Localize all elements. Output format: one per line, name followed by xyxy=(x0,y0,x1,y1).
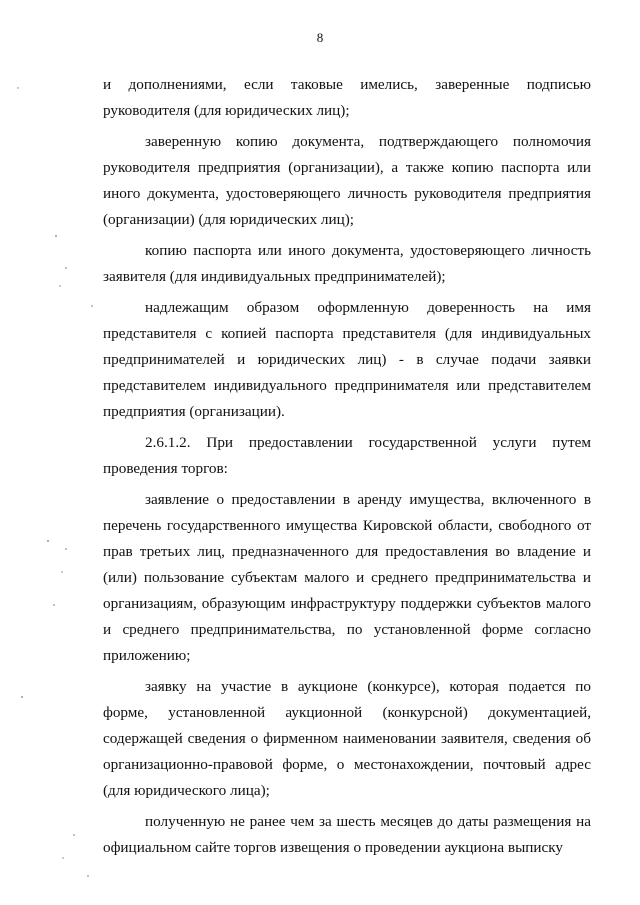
speck xyxy=(61,571,62,572)
speck xyxy=(53,604,55,606)
paragraph-auction-bid: заявку на участие в аукционе (конкурсе), которая подается по форме, установленной аукционной (конкурсной) документацией, содержащей сведения о фирменном наименовании заявителя, сведения об организационно-правовой форме, о местонахождении, почтовый адрес (для юридического лица); xyxy=(103,678,591,799)
paragraph-power-of-attorney: надлежащим образом оформленную доверенность на имя представителя с копией паспорта представителя (для индивидуальных предпринимателей и юридических лиц) - в случае подачи заявки представителем индивидуального предпринимателя или представителем предприятия (организации). xyxy=(103,299,591,420)
paragraph-applicant-passport-copy: копию паспорта или иного документа, удостоверяющего личность заявителя (для индивидуальных предпринимателей); xyxy=(103,242,591,285)
speck xyxy=(65,267,67,269)
speck xyxy=(55,235,57,237)
paragraph-section-2-6-1-2: 2.6.1.2. При предоставлении государственной услуги путем проведения торгов: xyxy=(103,434,591,477)
paragraph-director-authority-copy: заверенную копию документа, подтверждающего полномочия руководителя предприятия (организации), а также копию паспорта или иного документа, удостоверяющего личность руководителя предприятия (организации) (для юридических лиц); xyxy=(103,133,591,228)
speck xyxy=(21,696,23,698)
speck xyxy=(91,305,93,307)
speck xyxy=(65,548,67,550)
document-body xyxy=(103,72,591,861)
speck xyxy=(47,540,49,542)
speck xyxy=(17,87,18,88)
speck xyxy=(59,285,60,286)
speck xyxy=(62,857,63,858)
scan-margin-specks xyxy=(0,0,120,905)
paragraph-continuation: и дополнениями, если таковые имелись, заверенные подписью руководителя (для юридических лиц); xyxy=(103,76,591,119)
speck xyxy=(73,834,75,836)
paragraph-lease-application: заявление о предоставлении в аренду имущества, включенного в перечень государственного имущества Кировской области, свободного от прав третьих лиц, предназначенного для предоставления во владение и (или) пользование субъектам малого и среднего предпринимательства и организациям, образующим инфраструктуру поддержки субъектов малого и среднего предпринимательства, по установленной форме согласно приложению; xyxy=(103,491,591,664)
paragraph-registry-extract: полученную не ранее чем за шесть месяцев до даты размещения на официальном сайте торгов извещения о проведении аукциона выписку xyxy=(103,813,591,856)
speck xyxy=(87,875,89,877)
page-number: 8 xyxy=(316,30,324,45)
